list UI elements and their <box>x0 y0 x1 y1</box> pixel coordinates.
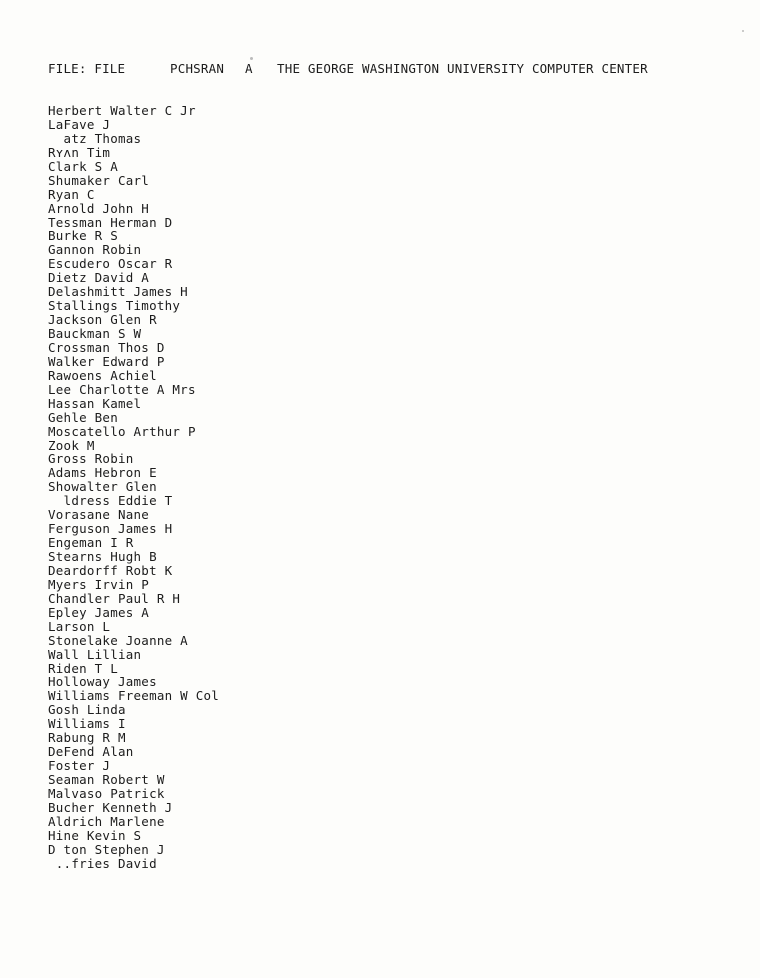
name-entry: Epley James A <box>48 604 150 620</box>
file-label: FILE: FILE <box>48 61 126 76</box>
name-entry: Riden T L <box>48 660 118 676</box>
name-list <box>48 104 219 871</box>
name-entry: Aldrich Marlene <box>48 813 165 829</box>
name-entry: Gross Robin <box>48 451 134 467</box>
name-entry: Engeman I R <box>48 535 134 551</box>
name-entry: Wall Lillian <box>48 646 142 662</box>
name-entry: Malvaso Patrick <box>48 785 165 801</box>
name-entry: Tessman Herman D <box>48 214 173 230</box>
center-title: THE GEORGE WASHINGTON UNIVERSITY COMPUTER CENTER <box>277 61 648 76</box>
name-entry: LaFave J <box>48 116 111 132</box>
name-entry: Ryan C <box>48 186 95 202</box>
file-mode: A <box>245 61 253 76</box>
name-entry: ldress Eddie T <box>48 493 173 509</box>
name-entry: Williams Freeman W Col <box>48 688 220 704</box>
name-entry: Lee Charlotte A Mrs <box>48 381 196 397</box>
name-entry: Chandler Paul R H <box>48 590 181 606</box>
name-entry: Rawoens Achiel <box>48 367 157 383</box>
name-entry: Holloway James <box>48 674 157 690</box>
name-entry: Showalter Glen <box>48 479 157 495</box>
name-entry: Delashmitt James H <box>48 284 188 300</box>
name-entry: Crossman Thos D <box>48 339 165 355</box>
name-entry: Moscatello Arthur P <box>48 423 196 439</box>
name-entry: Stonelake Joanne A <box>48 632 188 648</box>
name-entry: Zook M <box>48 437 95 453</box>
name-entry: Ferguson James H <box>48 521 173 537</box>
name-entry: Larson L <box>48 618 111 634</box>
name-entry: Seaman Robert W <box>48 772 165 787</box>
file-header <box>48 61 648 76</box>
name-entry: Burke R S <box>48 228 118 244</box>
name-entry: Rʏʌn Tim <box>48 144 111 160</box>
name-entry: Arnold John H <box>48 200 150 216</box>
name-entry: Gosh Linda <box>48 702 126 718</box>
name-entry: Foster J <box>48 758 111 774</box>
name-entry: Deardorff Robt K <box>48 562 173 578</box>
name-entry: Bauckman S W <box>48 326 142 341</box>
name-entry: Bucher Kenneth J <box>48 799 173 815</box>
paper-speck <box>250 57 253 60</box>
name-entry: Herbert Walter C Jr <box>48 103 196 118</box>
name-entry: Hine Kevin S <box>48 827 142 843</box>
file-name: PCHSRAN <box>170 61 225 76</box>
name-entry: ..fries David <box>48 855 157 871</box>
name-entry: Shumaker Carl <box>48 172 150 188</box>
name-entry: Escudero Oscar R <box>48 256 173 272</box>
name-entry: Adams Hebron E <box>48 465 157 481</box>
name-entry: Rabung R M <box>48 730 126 746</box>
name-entry: Clark S A <box>48 158 118 174</box>
name-entry: Vorasane Nane <box>48 507 150 523</box>
name-entry: DeFend Alan <box>48 744 134 760</box>
name-entry: Williams I <box>48 716 126 732</box>
name-entry: atz Thomas <box>48 130 142 146</box>
name-entry: Gehle Ben <box>48 409 118 425</box>
name-entry: Stearns Hugh B <box>48 549 157 564</box>
name-entry: Hassan Kamel <box>48 395 142 411</box>
paper-speck <box>742 30 744 32</box>
name-entry: Stallings Timothy <box>48 298 181 314</box>
name-entry: Dietz David A <box>48 270 150 286</box>
name-entry: D ton Stephen J <box>48 841 165 857</box>
name-entry: Jackson Glen R <box>48 312 157 328</box>
name-entry: Walker Edward P <box>48 353 165 369</box>
name-entry: Gannon Robin <box>48 242 142 258</box>
name-entry: Myers Irvin P <box>48 576 150 592</box>
